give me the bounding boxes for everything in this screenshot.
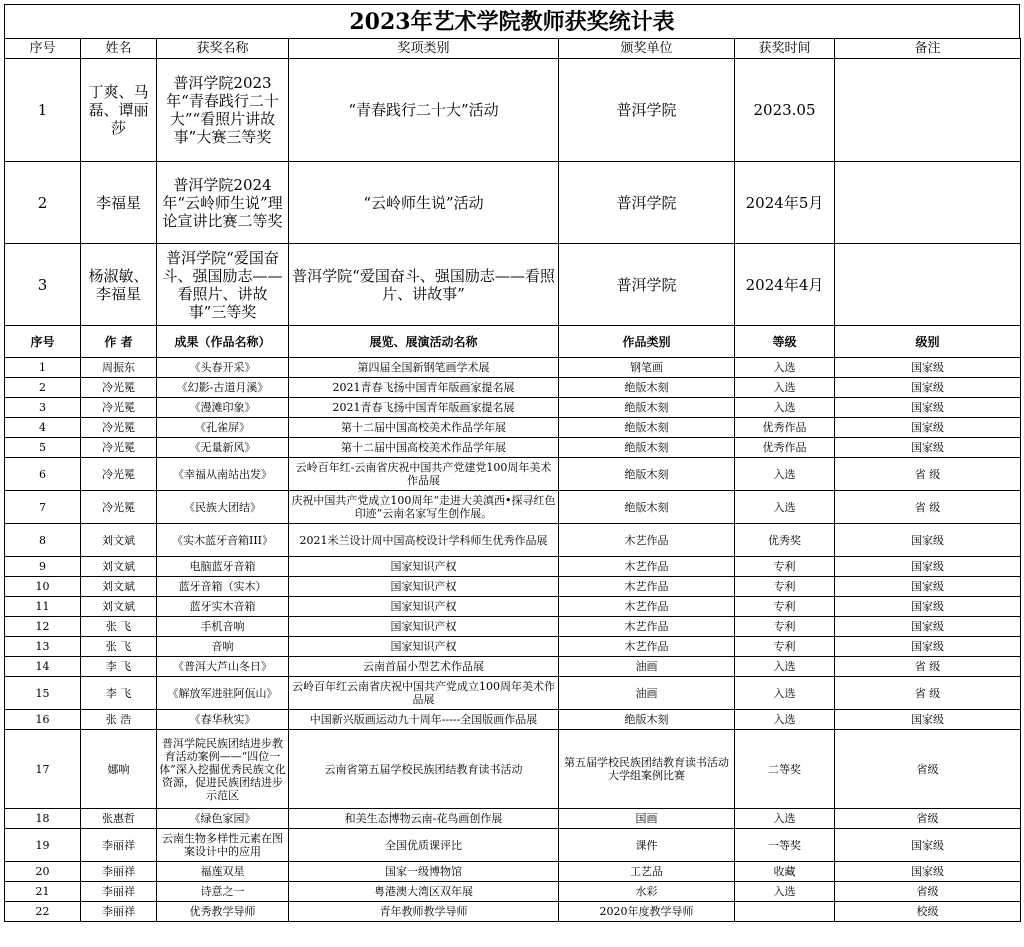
exhibition-name: 国家知识产权	[289, 557, 559, 577]
row-number: 7	[5, 491, 81, 524]
work-title: 蓝牙实木音箱	[157, 597, 289, 617]
exhibition-name: 庆祝中国共产党成立100周年“走进大美滇西•探寻红色印迹”云南名家写生创作展。	[289, 491, 559, 524]
level-cell: 省级	[835, 882, 1021, 902]
work-type: 木艺作品	[559, 577, 735, 597]
award-category: “青春践行二十大”活动	[289, 59, 559, 162]
grade-cell: 优秀作品	[735, 438, 835, 458]
work-row	[5, 378, 1021, 398]
award-row	[5, 244, 1021, 326]
row-number: 11	[5, 597, 81, 617]
row-number: 5	[5, 438, 81, 458]
work-title: 《无量新风》	[157, 438, 289, 458]
work-row	[5, 882, 1021, 902]
award-statistics-sheet	[4, 4, 1020, 922]
exhibition-name: 全国优质课评比	[289, 829, 559, 862]
work-row	[5, 577, 1021, 597]
column-header: 级别	[835, 326, 1021, 358]
grade-cell: 入选	[735, 491, 835, 524]
grade-cell: 入选	[735, 882, 835, 902]
award-category: 普洱学院“爱国奋斗、强国励志——看照片、讲故事”	[289, 244, 559, 326]
work-title: 音响	[157, 637, 289, 657]
level-cell: 国家级	[835, 378, 1021, 398]
row-number: 9	[5, 557, 81, 577]
work-title: 《绿色家园》	[157, 809, 289, 829]
work-title: 《幸福从南站出发》	[157, 458, 289, 491]
column-header: 等级	[735, 326, 835, 358]
work-title: 《春华秋实》	[157, 710, 289, 730]
level-cell: 国家级	[835, 577, 1021, 597]
level-cell: 省级	[835, 730, 1021, 809]
work-title: 蓝牙音箱（实木）	[157, 577, 289, 597]
row-number: 22	[5, 902, 81, 922]
work-row	[5, 710, 1021, 730]
sheet-title: 2023年艺术学院教师获奖统计表	[4, 4, 1020, 38]
level-cell: 国家级	[835, 358, 1021, 378]
column-header: 获奖时间	[735, 39, 835, 59]
work-title: 《头春开采》	[157, 358, 289, 378]
work-row	[5, 637, 1021, 657]
exhibition-name: 和美生态博物云南-花鸟画创作展	[289, 809, 559, 829]
exhibition-name: 第四届全国新钢笔画学术展	[289, 358, 559, 378]
level-cell: 国家级	[835, 418, 1021, 438]
exhibition-name: 云岭百年红-云南省庆祝中国共产党建党100周年美术作品展	[289, 458, 559, 491]
author-name: 娜响	[81, 730, 157, 809]
note-cell	[835, 59, 1021, 162]
work-title: 手机音响	[157, 617, 289, 637]
level-cell: 国家级	[835, 829, 1021, 862]
grade-cell: 专利	[735, 617, 835, 637]
winner-name: 李福星	[81, 162, 157, 244]
work-row	[5, 418, 1021, 438]
grade-cell: 一等奖	[735, 829, 835, 862]
level-cell: 省 级	[835, 657, 1021, 677]
work-row	[5, 597, 1021, 617]
work-type: 国画	[559, 809, 735, 829]
work-title: 《孔雀屏》	[157, 418, 289, 438]
grade-cell: 入选	[735, 710, 835, 730]
work-row	[5, 438, 1021, 458]
grade-cell: 入选	[735, 657, 835, 677]
grade-cell: 入选	[735, 378, 835, 398]
column-header: 颁奖单位	[559, 39, 735, 59]
level-cell: 省 级	[835, 458, 1021, 491]
grade-cell: 入选	[735, 358, 835, 378]
exhibition-name: 国家知识产权	[289, 577, 559, 597]
row-number: 3	[5, 244, 81, 326]
work-row	[5, 657, 1021, 677]
row-number: 10	[5, 577, 81, 597]
exhibition-name: 第十二届中国高校美术作品学年展	[289, 438, 559, 458]
work-title: 普洱学院民族团结进步教育活动案例——“四位一体”深入挖掘优秀民族文化资源，促进民族团结进步示范区	[157, 730, 289, 809]
work-row	[5, 902, 1021, 922]
work-row	[5, 458, 1021, 491]
exhibition-name: 国家知识产权	[289, 637, 559, 657]
work-row	[5, 617, 1021, 637]
column-header: 成果（作品名称）	[157, 326, 289, 358]
row-number: 13	[5, 637, 81, 657]
work-title: 《实木蓝牙音箱III》	[157, 524, 289, 557]
grade-cell: 入选	[735, 809, 835, 829]
level-cell: 国家级	[835, 617, 1021, 637]
work-type: 木艺作品	[559, 637, 735, 657]
work-type: 水彩	[559, 882, 735, 902]
column-header: 序号	[5, 39, 81, 59]
exhibition-name: 中国新兴版画运动九十周年-----全国版画作品展	[289, 710, 559, 730]
work-type: 绝版木刻	[559, 398, 735, 418]
work-title: 《漫滩印象》	[157, 398, 289, 418]
work-type: 课件	[559, 829, 735, 862]
row-number: 12	[5, 617, 81, 637]
note-cell	[835, 162, 1021, 244]
row-number: 8	[5, 524, 81, 557]
work-title: 《普洱大芦山冬日》	[157, 657, 289, 677]
work-title: 电脑蓝牙音箱	[157, 557, 289, 577]
exhibition-name: 云南省第五届学校民族团结教育读书活动	[289, 730, 559, 809]
work-row	[5, 677, 1021, 710]
work-title: 优秀教学导师	[157, 902, 289, 922]
work-title: 《解放军进驻阿佤山》	[157, 677, 289, 710]
row-number: 15	[5, 677, 81, 710]
exhibition-name: 青年教师教学导师	[289, 902, 559, 922]
work-row	[5, 829, 1021, 862]
grade-cell: 二等奖	[735, 730, 835, 809]
work-type: 木艺作品	[559, 524, 735, 557]
work-type: 木艺作品	[559, 597, 735, 617]
work-type: 绝版木刻	[559, 491, 735, 524]
level-cell: 国家级	[835, 398, 1021, 418]
work-row	[5, 491, 1021, 524]
author-name: 李 飞	[81, 677, 157, 710]
column-header: 获奖名称	[157, 39, 289, 59]
grade-cell: 收藏	[735, 862, 835, 882]
work-type: 油画	[559, 677, 735, 710]
author-name: 冷光冕	[81, 418, 157, 438]
award-issuer: 普洱学院	[559, 162, 735, 244]
row-number: 20	[5, 862, 81, 882]
author-name: 刘文斌	[81, 557, 157, 577]
work-title: 福莲双星	[157, 862, 289, 882]
work-type: 绝版木刻	[559, 710, 735, 730]
author-name: 张 浩	[81, 710, 157, 730]
work-row	[5, 358, 1021, 378]
grade-cell: 入选	[735, 677, 835, 710]
author-name: 张 飞	[81, 617, 157, 637]
exhibition-name: 国家知识产权	[289, 617, 559, 637]
column-header: 奖项类别	[289, 39, 559, 59]
work-row	[5, 524, 1021, 557]
column-header: 展览、展演活动名称	[289, 326, 559, 358]
author-name: 李丽祥	[81, 862, 157, 882]
level-cell: 省 级	[835, 491, 1021, 524]
author-name: 刘文斌	[81, 597, 157, 617]
exhibition-name: 第十二届中国高校美术作品学年展	[289, 418, 559, 438]
row-number: 3	[5, 398, 81, 418]
work-title: 《民族大团结》	[157, 491, 289, 524]
level-cell: 国家级	[835, 438, 1021, 458]
author-name: 周振东	[81, 358, 157, 378]
exhibition-name: 2021青春飞扬中国青年版画家提名展	[289, 398, 559, 418]
grade-cell: 入选	[735, 458, 835, 491]
work-type: 木艺作品	[559, 557, 735, 577]
award-name: 普洱学院2024年“云岭师生说”理论宣讲比赛二等奖	[157, 162, 289, 244]
award-time: 2024年4月	[735, 244, 835, 326]
level-cell: 国家级	[835, 524, 1021, 557]
row-number: 21	[5, 882, 81, 902]
work-title: 《幻影-古道月溪》	[157, 378, 289, 398]
level-cell: 省 级	[835, 677, 1021, 710]
column-header: 序号	[5, 326, 81, 358]
winner-name: 丁爽、马磊、谭丽莎	[81, 59, 157, 162]
exhibition-name: 国家一级博物馆	[289, 862, 559, 882]
level-cell: 校级	[835, 902, 1021, 922]
work-row	[5, 809, 1021, 829]
winner-name: 杨淑敏、李福星	[81, 244, 157, 326]
level-cell: 国家级	[835, 862, 1021, 882]
row-number: 19	[5, 829, 81, 862]
author-name: 冷光冕	[81, 378, 157, 398]
row-number: 2	[5, 162, 81, 244]
author-name: 冷光冕	[81, 458, 157, 491]
note-cell	[835, 244, 1021, 326]
row-number: 17	[5, 730, 81, 809]
work-title: 诗意之一	[157, 882, 289, 902]
work-type: 绝版木刻	[559, 458, 735, 491]
exhibition-name: 粤港澳大湾区双年展	[289, 882, 559, 902]
grade-cell: 专利	[735, 577, 835, 597]
grade-cell: 专利	[735, 597, 835, 617]
work-type: 绝版木刻	[559, 418, 735, 438]
row-number: 6	[5, 458, 81, 491]
exhibition-name: 2021青春飞扬中国青年版画家提名展	[289, 378, 559, 398]
work-row	[5, 398, 1021, 418]
author-name: 李丽祥	[81, 829, 157, 862]
work-type: 2020年度教学导师	[559, 902, 735, 922]
award-row	[5, 59, 1021, 162]
row-number: 1	[5, 59, 81, 162]
work-type: 绝版木刻	[559, 438, 735, 458]
grade-cell: 入选	[735, 398, 835, 418]
grade-cell	[735, 902, 835, 922]
exhibition-name: 2021米兰设计周中国高校设计学科师生优秀作品展	[289, 524, 559, 557]
grade-cell: 专利	[735, 637, 835, 657]
author-name: 张惠哲	[81, 809, 157, 829]
award-issuer: 普洱学院	[559, 244, 735, 326]
work-type: 钢笔画	[559, 358, 735, 378]
award-time: 2023.05	[735, 59, 835, 162]
column-header: 作品类别	[559, 326, 735, 358]
author-name: 刘文斌	[81, 577, 157, 597]
awards-header-row	[5, 39, 1021, 59]
grade-cell: 优秀作品	[735, 418, 835, 438]
award-category: “云岭师生说”活动	[289, 162, 559, 244]
level-cell: 国家级	[835, 557, 1021, 577]
level-cell: 国家级	[835, 597, 1021, 617]
author-name: 李丽祥	[81, 902, 157, 922]
statistics-table	[4, 38, 1021, 922]
award-time: 2024年5月	[735, 162, 835, 244]
level-cell: 国家级	[835, 637, 1021, 657]
level-cell: 省级	[835, 809, 1021, 829]
work-row	[5, 730, 1021, 809]
award-name: 普洱学院“爱国奋斗、强国励志——看照片、讲故事”三等奖	[157, 244, 289, 326]
column-header: 姓名	[81, 39, 157, 59]
column-header: 备注	[835, 39, 1021, 59]
grade-cell: 优秀奖	[735, 524, 835, 557]
work-row	[5, 862, 1021, 882]
author-name: 李 飞	[81, 657, 157, 677]
row-number: 2	[5, 378, 81, 398]
exhibition-name: 国家知识产权	[289, 597, 559, 617]
row-number: 14	[5, 657, 81, 677]
column-header: 作 者	[81, 326, 157, 358]
work-type: 工艺品	[559, 862, 735, 882]
author-name: 李丽祥	[81, 882, 157, 902]
author-name: 冷光冕	[81, 491, 157, 524]
work-type: 绝版木刻	[559, 378, 735, 398]
author-name: 张 飞	[81, 637, 157, 657]
exhibition-name: 云南首届小型艺术作品展	[289, 657, 559, 677]
work-type: 油画	[559, 657, 735, 677]
exhibition-name: 云岭百年红云南省庆祝中国共产党成立100周年美术作品展	[289, 677, 559, 710]
award-row	[5, 162, 1021, 244]
grade-cell: 专利	[735, 557, 835, 577]
work-type: 木艺作品	[559, 617, 735, 637]
author-name: 刘文斌	[81, 524, 157, 557]
author-name: 冷光冕	[81, 398, 157, 418]
work-type: 第五届学校民族团结教育读书活动大学组案例比赛	[559, 730, 735, 809]
row-number: 16	[5, 710, 81, 730]
level-cell: 国家级	[835, 710, 1021, 730]
works-header-row	[5, 326, 1021, 358]
work-title: 云南生物多样性元素在图案设计中的应用	[157, 829, 289, 862]
row-number: 18	[5, 809, 81, 829]
award-issuer: 普洱学院	[559, 59, 735, 162]
row-number: 4	[5, 418, 81, 438]
work-row	[5, 557, 1021, 577]
row-number: 1	[5, 358, 81, 378]
author-name: 冷光冕	[81, 438, 157, 458]
award-name: 普洱学院2023年“青春践行二十大”“看照片讲故事”大赛三等奖	[157, 59, 289, 162]
